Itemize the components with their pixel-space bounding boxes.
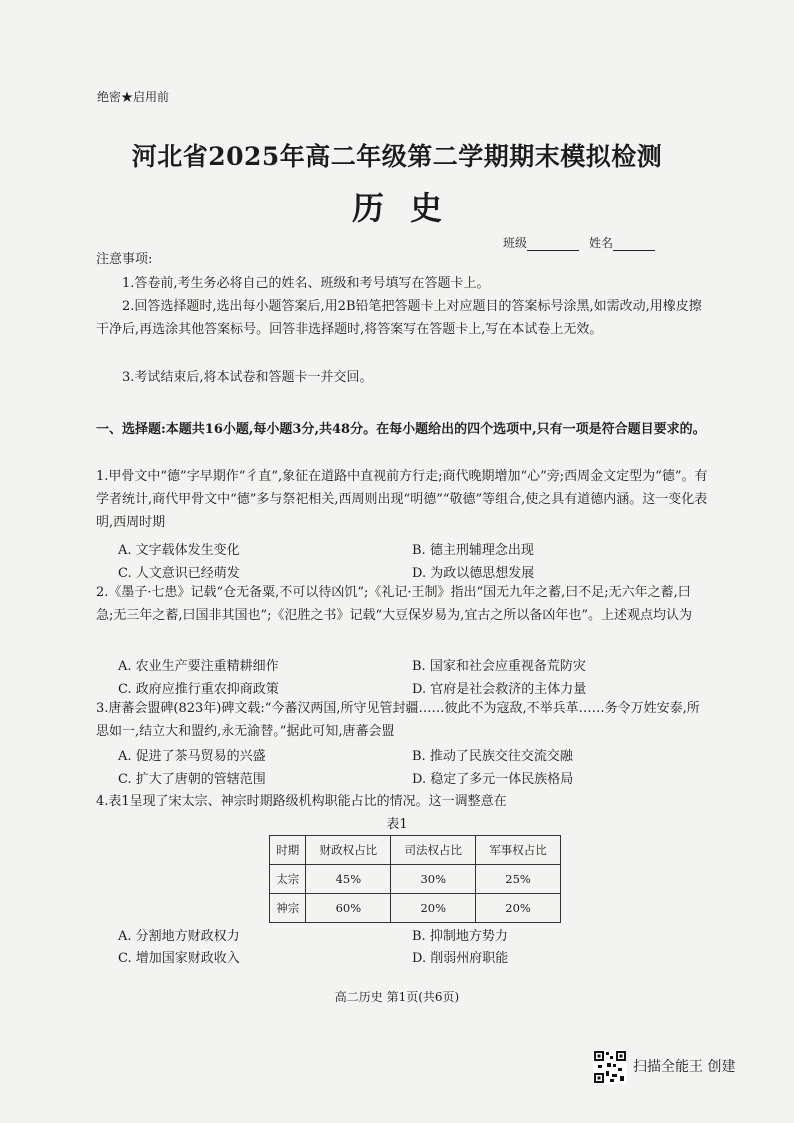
name-label: 姓名 <box>589 236 614 250</box>
notice-item-3: 3.考试结束后,将本试卷和答题卡一并交回。 <box>122 370 373 385</box>
q2-option-b: B. 国家和社会应重视备荒防灾 <box>412 659 586 674</box>
q4-option-d: D. 削弱州府职能 <box>412 951 509 966</box>
q4-option-c: C. 增加国家财政收入 <box>118 951 240 966</box>
table-cell: 60% <box>306 894 391 923</box>
q1-option-c: C. 人文意识已经萌发 <box>118 566 240 581</box>
question-4-stem: 4.表1呈现了宋太宗、神宗时期路级机构职能占比的情况。这一调整意在 <box>96 794 507 809</box>
scanner-watermark: 扫描全能王 创建 <box>633 1059 736 1075</box>
q2-option-a: A. 农业生产要注重精耕细作 <box>118 659 279 674</box>
q3-option-d: D. 稳定了多元一体民族格局 <box>412 772 574 787</box>
table-header-row <box>270 836 561 865</box>
table-cell: 45% <box>306 865 391 894</box>
q2-option-c: C. 政府应推行重农抑商政策 <box>118 682 279 697</box>
q4-option-b: B. 抑制地方势力 <box>412 929 508 944</box>
page-footer: 高二历史 第1页(共6页) <box>334 990 460 1004</box>
question-1-stem: 1.甲骨文中“德”字早期作“彳直”,象征在道路中直视前方行走;商代晚期增加“心”旁;西周金文定型为“德”。有学者统计,商代甲骨文中“德”多与祭祀相关,西周则出现“明德”“敬德”等组合,使之具有道德内涵。这一变化表明,西周时期 <box>96 469 708 530</box>
table-header-cell: 军事权占比 <box>476 836 561 865</box>
table-cell: 30% <box>391 865 476 894</box>
table-header-cell: 司法权占比 <box>391 836 476 865</box>
notice-item-1: 1.答卷前,考生务必将自己的姓名、班级和考号填写在答题卡上。 <box>122 276 490 291</box>
table-header-cell: 时期 <box>270 836 306 865</box>
confidential-label: 绝密★启用前 <box>97 90 170 104</box>
table-cell: 25% <box>476 865 561 894</box>
q4-option-a: A. 分割地方财政权力 <box>118 929 240 944</box>
notice-item-2: 2.回答选择题时,选出每小题答案后,用2B铅笔把答题卡上对应题目的答案标号涂黑,如需改动,用橡皮擦干净后,再选涂其他答案标号。回答非选择题时,将答案写在答题卡上,写在本试卷上无效。 <box>96 299 702 337</box>
q3-option-a: A. 促进了茶马贸易的兴盛 <box>118 749 266 764</box>
exam-title: 河北省2025年高二年级第二学期期末模拟检测 <box>131 142 663 171</box>
question-2-stem: 2.《墨子·七患》记载“仓无备粟,不可以待凶饥”;《礼记·王制》指出“国无九年之蓄,曰不足;无六年之蓄,曰急;无三年之蓄,曰国非其国也”;《氾胜之书》记载“大豆保岁易为,宜古之所以备凶年也”。上述观点均认为 <box>96 585 692 623</box>
q3-option-b: B. 推动了民族交往交流交融 <box>412 749 573 764</box>
q2-option-d: D. 官府是社会救济的主体力量 <box>412 682 587 697</box>
table-row <box>270 865 561 894</box>
class-label: 班级 <box>503 236 528 250</box>
table-row <box>270 894 561 923</box>
table-cell: 太宗 <box>270 865 306 894</box>
subject-title: 历史 <box>351 189 468 227</box>
table-cell: 20% <box>476 894 561 923</box>
qr-code-icon <box>593 1050 627 1084</box>
table-cell: 20% <box>391 894 476 923</box>
section-heading: 一、选择题:本题共16小题,每小题3分,共48分。在每小题给出的四个选项中,只有一项是符合题目要求的。 <box>96 422 706 437</box>
q1-option-d: D. 为政以德思想发展 <box>412 566 535 581</box>
table-caption: 表1 <box>386 817 408 832</box>
q1-option-a: A. 文字载体发生变化 <box>118 543 240 558</box>
question-3-stem: 3.唐蕃会盟碑(823年)碑文载:“今蕃汉两国,所守见管封疆……彼此不为寇敌,不举兵革……务令万姓安泰,所思如一,结立大和盟约,永无渝替。”据此可知,唐蕃会盟 <box>96 701 700 739</box>
table-header-cell: 财政权占比 <box>306 836 391 865</box>
q1-option-b: B. 德主刑辅理念出现 <box>412 543 534 558</box>
notice-heading: 注意事项: <box>96 252 153 267</box>
table-cell: 神宗 <box>270 894 306 923</box>
q3-option-c: C. 扩大了唐朝的管辖范围 <box>118 772 266 787</box>
table-1 <box>269 835 561 923</box>
